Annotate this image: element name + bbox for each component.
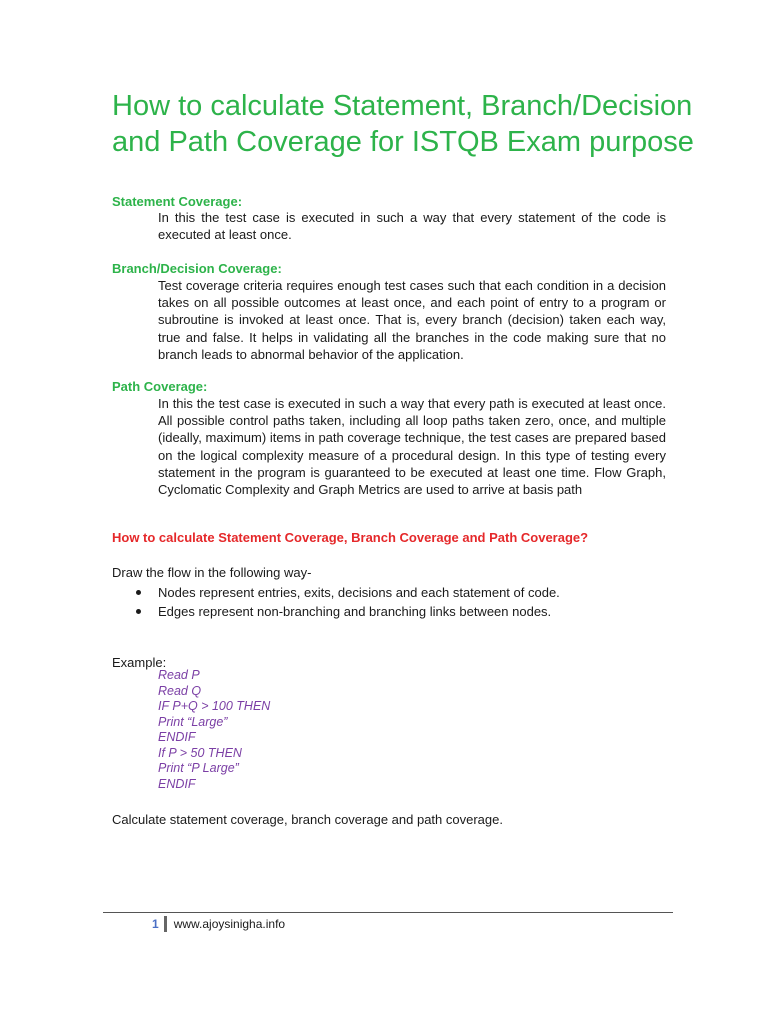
code-line: Print “Large” [158,714,228,729]
how-to-calculate-heading: How to calculate Statement Coverage, Branch Coverage and Path Coverage? [112,530,589,545]
draw-flow-intro: Draw the flow in the following way- [112,565,312,580]
code-line: ENDIF [158,730,196,744]
page-number: 1 [152,917,159,931]
path-coverage-heading: Path Coverage: [112,379,208,394]
code-line: ENDIF [158,776,196,791]
footer-divider [103,912,673,913]
code-example [158,668,270,792]
footer-separator [164,916,167,932]
bullet-text: Edges represent non-branching and branching links between nodes. [158,604,552,619]
code-line: Print “P Large” [158,761,239,775]
page-footer [152,915,285,933]
bullet-text: Nodes represent entries, exits, decisions and each statement of code. [158,585,560,600]
bullet-icon [136,590,141,595]
statement-coverage-heading: Statement Coverage: [112,194,243,209]
bullet-list [112,583,560,621]
branch-decision-coverage-heading: Branch/Decision Coverage: [112,261,282,276]
branch-decision-coverage-text: Test coverage criteria requires enough test cases such that each condition in a decision takes on all possible outcomes at least once, and each point of entry to a program or subroutine is invoked at least once. That is, every branch (decision) taken each way, true and false. It helps in validating all the branches in the code making sure that no branch leads to abnormal behavior of the application. [158,278,666,362]
example-label: Example: [112,655,167,670]
statement-coverage-text: In this the test case is executed in such a way that every statement of the code is executed at least once. [158,210,666,243]
closing-instruction: Calculate statement coverage, branch coverage and path coverage. [112,812,503,827]
list-item [112,602,560,621]
bullet-icon [136,609,141,614]
page-title: How to calculate Statement, Branch/Decision and Path Coverage for ISTQB Exam purpose [112,90,694,158]
footer-url: www.ajoysinigha.info [173,917,286,931]
code-line: If P > 50 THEN [158,745,242,760]
path-coverage-text: In this the test case is executed in such a way that every path is executed at least once. All possible control paths taken, including all loop paths taken zero, once, and multiple (ideally, maximum) items in path coverage technique, the test cases are prepared based on the logical complexity measure of a procedural design. In this type of testing every statement in the program is guaranteed to be executed at least one time. Flow Graph, Cyclomatic Complexity and Graph Metrics are used to arrive at basis path [158,396,666,498]
code-line: Read Q [158,683,202,698]
list-item [112,583,560,602]
code-line: Read P [158,668,200,682]
code-line: IF P+Q > 100 THEN [158,699,271,713]
